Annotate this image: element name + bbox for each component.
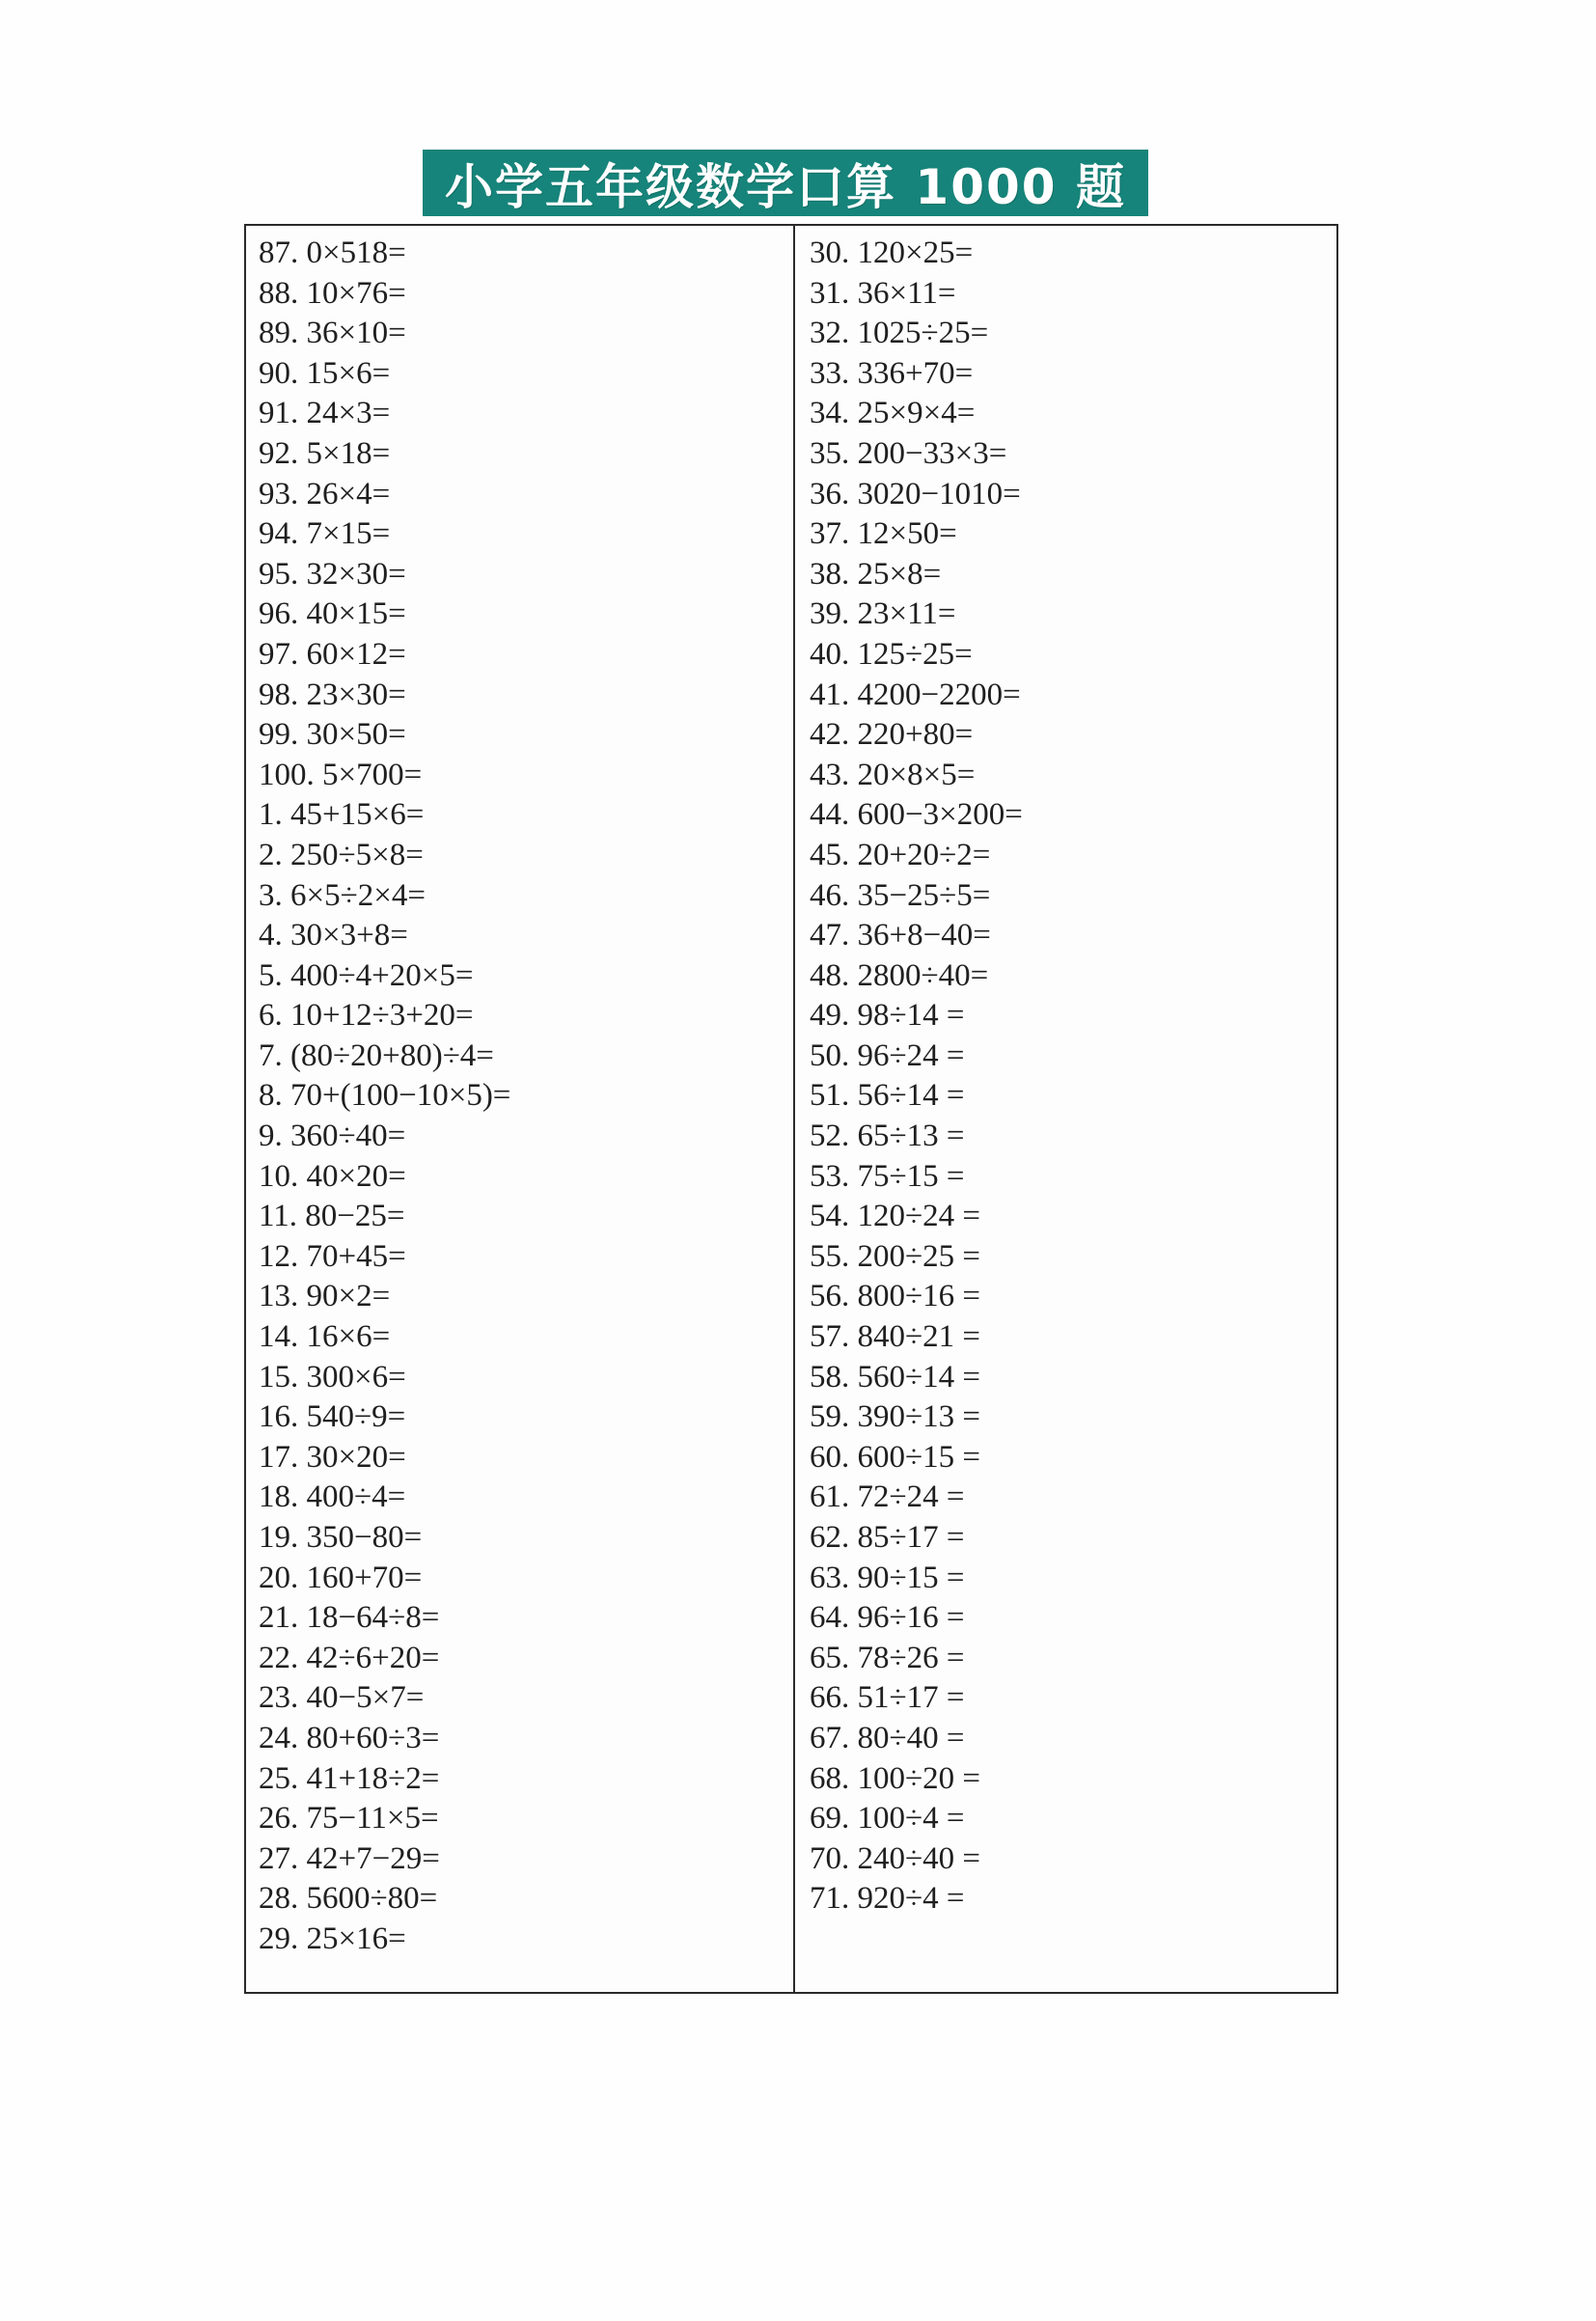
problem-item: 1. 45+15×6= <box>259 797 425 833</box>
problem-item: 95. 32×30= <box>259 556 406 592</box>
problem-item: 25. 41+18÷2= <box>259 1760 440 1796</box>
problem-item: 62. 85÷17 = <box>810 1520 965 1555</box>
problem-item: 21. 18−64÷8= <box>259 1600 440 1636</box>
problem-item: 42. 220+80= <box>810 717 974 753</box>
problem-item: 92. 5×18= <box>259 435 391 471</box>
problem-item: 9. 360÷40= <box>259 1119 406 1154</box>
problem-item: 15. 300×6= <box>259 1359 406 1395</box>
problem-item: 16. 540÷9= <box>259 1399 406 1435</box>
problem-item: 100. 5×700= <box>259 757 423 792</box>
problem-item: 32. 1025÷25= <box>810 316 989 351</box>
problem-item: 52. 65÷13 = <box>810 1119 965 1154</box>
problem-item: 63. 90÷15 = <box>810 1560 965 1595</box>
problem-item: 43. 20×8×5= <box>810 757 976 792</box>
problems-table <box>244 224 1338 1994</box>
problem-item: 96. 40×15= <box>259 596 406 632</box>
problem-item: 40. 125÷25= <box>810 636 973 672</box>
problem-item: 10. 40×20= <box>259 1158 406 1194</box>
problem-item: 45. 20+20÷2= <box>810 837 991 872</box>
problem-item: 20. 160+70= <box>259 1560 423 1595</box>
problem-item: 7. (80÷20+80)÷4= <box>259 1037 494 1073</box>
problem-item: 26. 75−11×5= <box>259 1801 439 1837</box>
problem-item: 8. 70+(100−10×5)= <box>259 1078 511 1114</box>
problem-item: 48. 2800÷40= <box>810 957 989 993</box>
problems-column-left <box>246 226 795 1992</box>
problem-item: 24. 80+60÷3= <box>259 1720 440 1755</box>
problem-item: 70. 240÷40 = <box>810 1840 980 1876</box>
problem-item: 94. 7×15= <box>259 516 391 552</box>
problem-item: 28. 5600÷80= <box>259 1881 438 1917</box>
problem-item: 30. 120×25= <box>810 235 974 270</box>
problem-item: 27. 42+7−29= <box>259 1840 440 1876</box>
problem-item: 19. 350−80= <box>259 1520 423 1555</box>
page-title: 小学五年级数学口算 1000 题 <box>445 158 1126 215</box>
problem-item: 90. 15×6= <box>259 355 391 391</box>
problem-item: 11. 80−25= <box>259 1199 405 1234</box>
problem-item: 37. 12×50= <box>810 516 957 552</box>
problem-item: 65. 78÷26 = <box>810 1640 965 1675</box>
problem-item: 93. 26×4= <box>259 476 391 511</box>
problem-item: 69. 100÷4 = <box>810 1801 965 1837</box>
problem-item: 56. 800÷16 = <box>810 1279 980 1314</box>
problem-item: 89. 36×10= <box>259 316 406 351</box>
problem-item: 38. 25×8= <box>810 556 942 592</box>
problem-item: 57. 840÷21 = <box>810 1319 980 1355</box>
problem-item: 55. 200÷25 = <box>810 1238 980 1274</box>
problem-item: 14. 16×6= <box>259 1319 391 1355</box>
problem-item: 99. 30×50= <box>259 717 406 753</box>
problem-item: 97. 60×12= <box>259 636 406 672</box>
problem-item: 50. 96÷24 = <box>810 1037 965 1073</box>
problem-item: 18. 400÷4= <box>259 1479 406 1515</box>
problem-item: 6. 10+12÷3+20= <box>259 998 474 1034</box>
problem-item: 35. 200−33×3= <box>810 435 1007 471</box>
problem-item: 47. 36+8−40= <box>810 918 991 953</box>
problem-item: 91. 24×3= <box>259 396 391 431</box>
problem-item: 34. 25×9×4= <box>810 396 976 431</box>
problem-item: 98. 23×30= <box>259 677 406 712</box>
problem-item: 51. 56÷14 = <box>810 1078 965 1114</box>
problem-item: 2. 250÷5×8= <box>259 837 424 872</box>
problem-item: 49. 98÷14 = <box>810 998 965 1034</box>
problem-item: 13. 90×2= <box>259 1279 391 1314</box>
problem-item: 23. 40−5×7= <box>259 1680 425 1716</box>
problem-item: 46. 35−25÷5= <box>810 877 991 913</box>
problem-item: 60. 600÷15 = <box>810 1439 980 1475</box>
problem-item: 88. 10×76= <box>259 275 406 311</box>
problem-item: 53. 75÷15 = <box>810 1158 965 1194</box>
problem-item: 68. 100÷20 = <box>810 1760 980 1796</box>
problem-item: 33. 336+70= <box>810 355 974 391</box>
problem-item: 67. 80÷40 = <box>810 1720 965 1755</box>
problem-item: 66. 51÷17 = <box>810 1680 965 1716</box>
problem-item: 3. 6×5÷2×4= <box>259 877 426 913</box>
problem-item: 64. 96÷16 = <box>810 1600 965 1636</box>
problem-item: 58. 560÷14 = <box>810 1359 980 1395</box>
problem-item: 4. 30×3+8= <box>259 918 408 953</box>
problem-item: 36. 3020−1010= <box>810 476 1021 511</box>
problem-item: 59. 390÷13 = <box>810 1399 980 1435</box>
problem-item: 29. 25×16= <box>259 1920 406 1956</box>
problem-item: 17. 30×20= <box>259 1439 406 1475</box>
problems-column-right <box>795 226 1336 1992</box>
problem-item: 71. 920÷4 = <box>810 1881 965 1917</box>
problem-item: 31. 36×11= <box>810 275 956 311</box>
problem-item: 87. 0×518= <box>259 235 406 270</box>
problem-item: 41. 4200−2200= <box>810 677 1021 712</box>
problem-item: 22. 42÷6+20= <box>259 1640 440 1675</box>
title-banner <box>423 150 1148 216</box>
problem-item: 54. 120÷24 = <box>810 1199 980 1234</box>
problem-item: 39. 23×11= <box>810 596 956 632</box>
problem-item: 44. 600−3×200= <box>810 797 1023 833</box>
problem-item: 61. 72÷24 = <box>810 1479 965 1515</box>
problem-item: 12. 70+45= <box>259 1238 406 1274</box>
problem-item: 5. 400÷4+20×5= <box>259 957 474 993</box>
